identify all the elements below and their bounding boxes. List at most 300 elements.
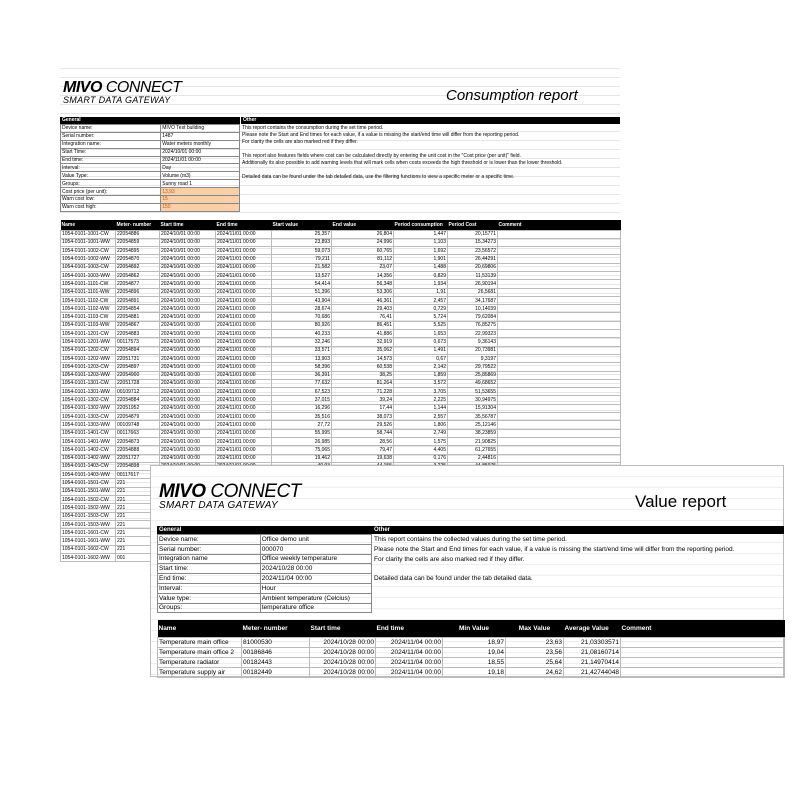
table-cell-comment bbox=[498, 330, 621, 338]
other-note-line: Additionally its also possible to add warning levels that will mark cells when costs exceeds the high threshold or is lower than the lower threshold. bbox=[242, 160, 563, 166]
table-cell: 33,571 bbox=[272, 346, 332, 354]
logo-brand-thin: CONNECT bbox=[105, 79, 182, 96]
column-header: End time bbox=[376, 620, 443, 637]
table-cell-comment bbox=[498, 280, 621, 288]
table-cell: 2024/10/01 00:00 bbox=[160, 247, 216, 255]
table-cell: 2024/10/01 00:00 bbox=[160, 371, 216, 379]
table-cell-comment bbox=[498, 454, 621, 462]
table-cell: 22054895 bbox=[116, 247, 160, 255]
table-cell: 2024/11/01 00:00 bbox=[216, 280, 272, 288]
table-cell: 2024/10/01 00:00 bbox=[160, 363, 216, 371]
table-cell: 2024/11/01 00:00 bbox=[216, 363, 272, 371]
table-row bbox=[61, 396, 621, 404]
table-cell: 1054-0101-1602-CW bbox=[61, 545, 116, 553]
table-cell: 2024/11/01 00:00 bbox=[216, 371, 272, 379]
table-row bbox=[61, 230, 621, 238]
table-cell-comment bbox=[498, 429, 621, 437]
table-cell: 21,42744048 bbox=[564, 667, 621, 677]
other-note-line: Detailed data can be found under the tab detailed data. bbox=[374, 575, 533, 583]
table-cell: 1054-0101-1203-CW bbox=[61, 363, 116, 371]
table-cell: 1054-0101-1202-CW bbox=[61, 346, 116, 354]
table-cell: 2024/11/01 00:00 bbox=[216, 413, 272, 421]
table-cell: 1054-0101-1002-WW bbox=[61, 255, 116, 263]
general-row bbox=[61, 164, 240, 172]
table-cell: 1054-0101-1001-CW bbox=[61, 230, 116, 238]
table-cell: 35,516 bbox=[272, 413, 332, 421]
table-cell: 2024/10/01 00:00 bbox=[160, 288, 216, 296]
table-cell: 2024/10/01 00:00 bbox=[160, 446, 216, 454]
table-cell: 1054-0101-1203-WW bbox=[61, 371, 116, 379]
table-cell: 2024/11/01 00:00 bbox=[216, 230, 272, 238]
table-cell-comment bbox=[498, 413, 621, 421]
general-row bbox=[158, 583, 372, 593]
table-cell: 38,073 bbox=[332, 413, 394, 421]
table-cell: 2024/10/01 00:00 bbox=[160, 388, 216, 396]
other-note-line: For clarity the cells are also marked red if they differ. bbox=[374, 555, 525, 563]
table-cell: 5,724 bbox=[394, 313, 448, 321]
table-row bbox=[61, 263, 621, 271]
table-cell: 2024/11/01 00:00 bbox=[216, 330, 272, 338]
general-value: 150 bbox=[161, 203, 240, 211]
table-cell: 38,23859 bbox=[448, 429, 498, 437]
table-cell: 81,264 bbox=[332, 379, 394, 387]
table-cell: 29,403 bbox=[332, 305, 394, 313]
table-cell: 2024/10/01 00:00 bbox=[160, 346, 216, 354]
table-cell: 25,85869 bbox=[448, 371, 498, 379]
table-cell: 2024/10/01 00:00 bbox=[160, 305, 216, 313]
table-cell: 1054-0101-1102-CW bbox=[61, 296, 116, 304]
table-cell: 22054891 bbox=[116, 296, 160, 304]
table-cell: 24,62 bbox=[506, 667, 564, 677]
table-cell: 22054867 bbox=[116, 321, 160, 329]
table-cell: 25,12146 bbox=[448, 421, 498, 429]
general-value: Water meters monthly bbox=[161, 140, 240, 148]
table-cell: 2024/10/28 00:00 bbox=[310, 657, 376, 667]
table-row bbox=[61, 404, 621, 412]
table-cell: 15,91304 bbox=[448, 404, 498, 412]
table-cell: 2024/10/01 00:00 bbox=[160, 230, 216, 238]
general-row bbox=[158, 564, 372, 574]
table-cell-comment bbox=[498, 404, 621, 412]
general-value: 2024/11/01 00:00 bbox=[161, 156, 240, 164]
general-row bbox=[61, 172, 240, 180]
table-cell: 221 bbox=[116, 520, 160, 528]
table-cell-comment bbox=[498, 388, 621, 396]
table-cell: 00182443 bbox=[242, 657, 310, 667]
other-note-line: Detailed data can be found under the tab detailed data, use the filtering functions to view a specific meter or a specific time. bbox=[242, 174, 515, 180]
table-row bbox=[61, 321, 621, 329]
general-row bbox=[61, 156, 240, 164]
table-cell: 2024/10/28 00:00 bbox=[310, 667, 376, 677]
table-cell: 19,462 bbox=[272, 454, 332, 462]
table-cell: 2024/10/28 00:00 bbox=[310, 647, 376, 657]
table-row bbox=[61, 313, 621, 321]
table-cell: 1054-0101-1101-CW bbox=[61, 280, 116, 288]
table-cell: 221 bbox=[116, 504, 160, 512]
table-cell-comment bbox=[621, 667, 785, 677]
table-cell: 2024/11/01 00:00 bbox=[216, 313, 272, 321]
table-cell: 1054-0101-1302-CW bbox=[61, 396, 116, 404]
table-cell: 22054859 bbox=[116, 238, 160, 246]
table-row bbox=[61, 305, 621, 313]
general-row bbox=[61, 196, 240, 204]
table-row bbox=[61, 446, 621, 454]
table-cell: 43,904 bbox=[272, 296, 332, 304]
table-cell: 1054-0101-1401-WW bbox=[61, 437, 116, 445]
table-cell: 00182449 bbox=[242, 667, 310, 677]
general-value: 000070 bbox=[260, 544, 371, 554]
table-cell: 18,97 bbox=[443, 637, 506, 647]
table-cell: 1054-0101-1602-WW bbox=[61, 554, 116, 562]
table-cell: 1,491 bbox=[394, 346, 448, 354]
table-cell: 22054898 bbox=[116, 462, 160, 470]
other-note-line: This report also features fields where cost can be calculated directly by entering the unit cost in the "Cost price (per unit)" field. bbox=[242, 153, 521, 159]
table-cell-comment bbox=[498, 230, 621, 238]
general-value: 2024/10/28 00:00 bbox=[260, 564, 371, 574]
general-label: Start Time: bbox=[61, 148, 161, 156]
table-cell: 4,405 bbox=[394, 446, 448, 454]
table-cell: 2024/11/01 00:00 bbox=[216, 429, 272, 437]
table-cell: 19,04 bbox=[443, 647, 506, 657]
table-cell: 1054-0101-1102-WW bbox=[61, 305, 116, 313]
table-cell: 32,919 bbox=[332, 338, 394, 346]
table-cell: 0,829 bbox=[394, 271, 448, 279]
general-label: End time: bbox=[61, 156, 161, 164]
table-cell: 13,527 bbox=[272, 271, 332, 279]
table-cell: 23,56572 bbox=[448, 247, 498, 255]
general-label: End time: bbox=[158, 574, 261, 584]
table-cell: 2024/11/01 00:00 bbox=[216, 338, 272, 346]
table-cell: 36,391 bbox=[272, 371, 332, 379]
table-cell: 2,44816 bbox=[448, 454, 498, 462]
table-cell: 22054888 bbox=[116, 446, 160, 454]
general-value: Sunny road 1 bbox=[161, 180, 240, 188]
table-cell: 26,985 bbox=[272, 437, 332, 445]
general-label: Groups: bbox=[158, 603, 261, 613]
table-cell: 22054873 bbox=[116, 437, 160, 445]
table-cell: 54,414 bbox=[272, 280, 332, 288]
table-cell-comment bbox=[498, 363, 621, 371]
table-cell: 221 bbox=[116, 496, 160, 504]
table-cell-comment bbox=[498, 238, 621, 246]
column-header: Period Cost bbox=[448, 220, 498, 230]
table-cell: 2024/11/01 00:00 bbox=[216, 255, 272, 263]
table-cell: 0,67 bbox=[394, 354, 448, 362]
table-row bbox=[61, 255, 621, 263]
column-header: Start time bbox=[310, 620, 376, 637]
table-cell: 22054897 bbox=[116, 363, 160, 371]
logo-brand-bold: MIVO bbox=[63, 79, 102, 96]
table-cell: 1,447 bbox=[394, 230, 448, 238]
table-cell: 35,062 bbox=[332, 346, 394, 354]
table-cell: 2024/11/01 00:00 bbox=[216, 454, 272, 462]
column-header: Min Value bbox=[443, 620, 506, 637]
table-cell: 1054-0101-1303-WW bbox=[61, 421, 116, 429]
general-row bbox=[158, 535, 372, 545]
table-cell: 76,85275 bbox=[448, 321, 498, 329]
table-cell: 221 bbox=[116, 529, 160, 537]
report-title: Value report bbox=[635, 492, 727, 511]
table-cell: 22051728 bbox=[116, 379, 160, 387]
general-row bbox=[61, 188, 240, 196]
table-cell: 40,233 bbox=[272, 330, 332, 338]
table-cell: 2024/10/01 00:00 bbox=[160, 296, 216, 304]
table-cell: 22,99323 bbox=[448, 330, 498, 338]
general-value: Day bbox=[161, 164, 240, 172]
table-cell: 1054-0101-1401-CW bbox=[61, 429, 116, 437]
table-cell-comment bbox=[498, 379, 621, 387]
table-cell: 60,765 bbox=[332, 247, 394, 255]
logo-brand-bold: MIVO bbox=[159, 481, 206, 502]
table-cell: 30,94975 bbox=[448, 396, 498, 404]
general-value: Ambient temperature (Celcius) bbox=[260, 593, 371, 603]
table-cell: 79,211 bbox=[272, 255, 332, 263]
table-cell: 1054-0101-1103-WW bbox=[61, 321, 116, 329]
table-cell: 23,893 bbox=[272, 238, 332, 246]
table-cell: 38,25 bbox=[332, 371, 394, 379]
table-cell: 2024/10/28 00:00 bbox=[310, 637, 376, 647]
table-cell: 221 bbox=[116, 537, 160, 545]
table-cell: 26,804 bbox=[332, 230, 394, 238]
table-cell: 21,03303571 bbox=[564, 637, 621, 647]
table-cell: 53,306 bbox=[332, 288, 394, 296]
general-value: 13,93 bbox=[161, 188, 240, 196]
table-cell-comment bbox=[498, 305, 621, 313]
table-cell: 2024/10/01 00:00 bbox=[160, 437, 216, 445]
general-value: Hour bbox=[260, 583, 371, 593]
table-cell: 1054-0101-1003-WW bbox=[61, 271, 116, 279]
table-cell: 26,44291 bbox=[448, 255, 498, 263]
column-header: Name bbox=[158, 620, 242, 637]
table-cell: 2024/11/04 00:00 bbox=[376, 637, 443, 647]
general-value: 15 bbox=[161, 196, 240, 204]
table-cell: 22054892 bbox=[116, 263, 160, 271]
table-cell: 19,638 bbox=[332, 454, 394, 462]
table-cell: 23,56 bbox=[506, 647, 564, 657]
general-label: Interval: bbox=[158, 583, 261, 593]
table-cell: 67,523 bbox=[272, 388, 332, 396]
table-cell-comment bbox=[498, 321, 621, 329]
table-cell: 10,14039 bbox=[448, 305, 498, 313]
table-cell: 1,901 bbox=[394, 255, 448, 263]
table-cell: 2024/10/01 00:00 bbox=[160, 404, 216, 412]
table-cell: 28,674 bbox=[272, 305, 332, 313]
table-cell: 2024/10/01 00:00 bbox=[160, 396, 216, 404]
table-cell: 51,53655 bbox=[448, 388, 498, 396]
table-cell: 22054862 bbox=[116, 271, 160, 279]
table-cell: 25,357 bbox=[272, 230, 332, 238]
table-cell: 1054-0101-1402-WW bbox=[61, 454, 116, 462]
table-cell: 35,56787 bbox=[448, 413, 498, 421]
table-cell: 1,91 bbox=[394, 288, 448, 296]
table-cell: 14,573 bbox=[332, 354, 394, 362]
table-cell: 1054-0101-1503-WW bbox=[61, 520, 116, 528]
general-label: Device name: bbox=[158, 535, 261, 545]
table-cell: 22054884 bbox=[116, 396, 160, 404]
table-cell: 1054-0101-1601-CW bbox=[61, 529, 116, 537]
column-header: End time bbox=[216, 220, 272, 230]
table-cell: 2024/10/01 00:00 bbox=[160, 413, 216, 421]
table-cell: 00109712 bbox=[116, 388, 160, 396]
table-row bbox=[61, 271, 621, 279]
table-cell: 2024/11/01 00:00 bbox=[216, 388, 272, 396]
table-cell: 2024/11/01 00:00 bbox=[216, 354, 272, 362]
table-cell: 9,3197 bbox=[448, 354, 498, 362]
table-cell: 2,142 bbox=[394, 363, 448, 371]
table-cell: 21,14970414 bbox=[564, 657, 621, 667]
table-cell: 00117617 bbox=[116, 471, 160, 479]
table-cell: 2024/10/01 00:00 bbox=[160, 280, 216, 288]
table-cell: 2024/10/01 00:00 bbox=[160, 255, 216, 263]
column-header: Period consumption bbox=[394, 220, 448, 230]
table-cell: 29,526 bbox=[332, 421, 394, 429]
table-cell: 59,073 bbox=[272, 247, 332, 255]
table-row bbox=[61, 288, 621, 296]
table-cell-comment bbox=[498, 421, 621, 429]
general-label: Device name: bbox=[61, 125, 161, 133]
table-row bbox=[61, 346, 621, 354]
general-value: Volume (m3) bbox=[161, 172, 240, 180]
table-row bbox=[61, 429, 621, 437]
table-cell: 221 bbox=[116, 512, 160, 520]
table-row bbox=[61, 454, 621, 462]
general-label: Warn cost low: bbox=[61, 196, 161, 204]
table-row bbox=[61, 437, 621, 445]
value-table bbox=[157, 620, 785, 678]
column-header: Name bbox=[61, 220, 116, 230]
table-cell: 14,356 bbox=[332, 271, 394, 279]
table-cell-comment bbox=[498, 446, 621, 454]
table-cell: 41,886 bbox=[332, 330, 394, 338]
table-cell-comment bbox=[498, 346, 621, 354]
table-cell-comment bbox=[498, 263, 621, 271]
table-cell: 1054-0101-1002-CW bbox=[61, 247, 116, 255]
general-row bbox=[158, 544, 372, 554]
table-cell: 1054-0101-1001-WW bbox=[61, 238, 116, 246]
column-header: Max Value bbox=[506, 620, 564, 637]
other-note-line: This report contains the collected values during the set time period. bbox=[374, 536, 567, 543]
table-cell: 2,225 bbox=[394, 396, 448, 404]
table-cell: 00109748 bbox=[116, 421, 160, 429]
table-cell: 0,176 bbox=[394, 454, 448, 462]
table-cell: 2024/11/01 00:00 bbox=[216, 263, 272, 271]
table-cell: 1054-0101-1003-CW bbox=[61, 263, 116, 271]
table-cell-comment bbox=[498, 255, 621, 263]
table-cell: 18,55 bbox=[443, 657, 506, 667]
table-cell: 80,926 bbox=[272, 321, 332, 329]
table-cell: 15,34273 bbox=[448, 238, 498, 246]
table-cell: 2024/11/01 00:00 bbox=[216, 404, 272, 412]
table-cell: 56,348 bbox=[332, 280, 394, 288]
table-cell: 1054-0101-1501-CW bbox=[61, 479, 116, 487]
table-cell: 2024/10/01 00:00 bbox=[160, 313, 216, 321]
general-row bbox=[61, 203, 240, 211]
table-cell: Temperature radiator bbox=[158, 657, 242, 667]
general-label: Integration name: bbox=[61, 140, 161, 148]
table-cell: 1054-0101-1201-WW bbox=[61, 338, 116, 346]
other-note-line bbox=[374, 564, 734, 574]
report-title: Consumption report bbox=[446, 87, 578, 104]
table-cell: 2024/11/01 00:00 bbox=[216, 238, 272, 246]
table-cell: 22051952 bbox=[116, 404, 160, 412]
table-cell: 2024/10/01 00:00 bbox=[160, 263, 216, 271]
table-cell: 22051727 bbox=[116, 454, 160, 462]
table-cell: 1,488 bbox=[394, 263, 448, 271]
table-cell: 00117663 bbox=[116, 429, 160, 437]
logo-tagline: SMART DATA GATEWAY bbox=[63, 95, 171, 105]
column-header: Meter- number bbox=[242, 620, 310, 637]
table-cell: 22054870 bbox=[116, 255, 160, 263]
general-label: Start time: bbox=[158, 564, 261, 574]
mivo-logo bbox=[159, 482, 301, 511]
table-cell: 22054894 bbox=[116, 346, 160, 354]
table-row bbox=[61, 247, 621, 255]
general-label: Value Type: bbox=[61, 172, 161, 180]
logo-brand-thin: CONNECT bbox=[210, 481, 301, 502]
other-note-line: For clarity the cells are also marked red if they differ. bbox=[242, 139, 358, 145]
table-cell: 2024/11/04 00:00 bbox=[376, 667, 443, 677]
general-value: Office weekly temperature bbox=[260, 554, 371, 564]
table-cell: 2024/10/01 00:00 bbox=[160, 454, 216, 462]
table-cell: 22054883 bbox=[116, 330, 160, 338]
table-cell: 75,065 bbox=[272, 446, 332, 454]
table-cell: 221 bbox=[116, 545, 160, 553]
table-cell: 2024/11/01 00:00 bbox=[216, 446, 272, 454]
table-cell: 32,246 bbox=[272, 338, 332, 346]
table-cell: 1054-0101-1403-WW bbox=[61, 471, 116, 479]
table-cell: 60,538 bbox=[332, 363, 394, 371]
table-cell: 2024/11/04 00:00 bbox=[376, 657, 443, 667]
table-cell-comment bbox=[498, 338, 621, 346]
table-cell: 2024/10/01 00:00 bbox=[160, 330, 216, 338]
table-cell: 19,18 bbox=[443, 667, 506, 677]
general-value: Office demo unit bbox=[260, 535, 371, 545]
general-label: Value type: bbox=[158, 593, 261, 603]
table-cell: 2024/11/01 00:00 bbox=[216, 379, 272, 387]
table-cell: 1054-0101-1101-WW bbox=[61, 288, 116, 296]
table-cell: 00186846 bbox=[242, 647, 310, 657]
general-row bbox=[158, 574, 372, 584]
general-label: Integration name bbox=[158, 554, 261, 564]
table-row bbox=[61, 388, 621, 396]
table-cell: 24,996 bbox=[332, 238, 394, 246]
table-cell: 22054900 bbox=[116, 371, 160, 379]
table-cell-comment bbox=[498, 354, 621, 362]
table-cell: 1,103 bbox=[394, 238, 448, 246]
table-cell: 77,632 bbox=[272, 379, 332, 387]
table-cell: 2024/11/04 00:00 bbox=[376, 647, 443, 657]
table-cell: 21,08160714 bbox=[564, 647, 621, 657]
other-note-line: Please note the Start and End times for each value, if a value is missing the start/end time will differ from the reporting period. bbox=[242, 132, 520, 138]
table-cell: 21,90825 bbox=[448, 437, 498, 445]
table-cell-comment bbox=[498, 313, 621, 321]
table-cell: 1054-0101-1202-WW bbox=[61, 354, 116, 362]
general-row bbox=[158, 554, 372, 564]
table-cell: 21,582 bbox=[272, 263, 332, 271]
table-cell-comment bbox=[621, 647, 785, 657]
table-cell: 37,015 bbox=[272, 396, 332, 404]
table-cell: 1,144 bbox=[394, 404, 448, 412]
table-cell: 2024/11/01 00:00 bbox=[216, 396, 272, 404]
table-cell: 22054879 bbox=[116, 413, 160, 421]
table-cell: 20,69806 bbox=[448, 263, 498, 271]
table-cell: 1,806 bbox=[394, 421, 448, 429]
table-cell: Temperature main office 2 bbox=[158, 647, 242, 657]
table-cell: 86,451 bbox=[332, 321, 394, 329]
table-cell: 22054886 bbox=[116, 230, 160, 238]
table-cell: 46,361 bbox=[332, 296, 394, 304]
table-row bbox=[158, 667, 785, 677]
